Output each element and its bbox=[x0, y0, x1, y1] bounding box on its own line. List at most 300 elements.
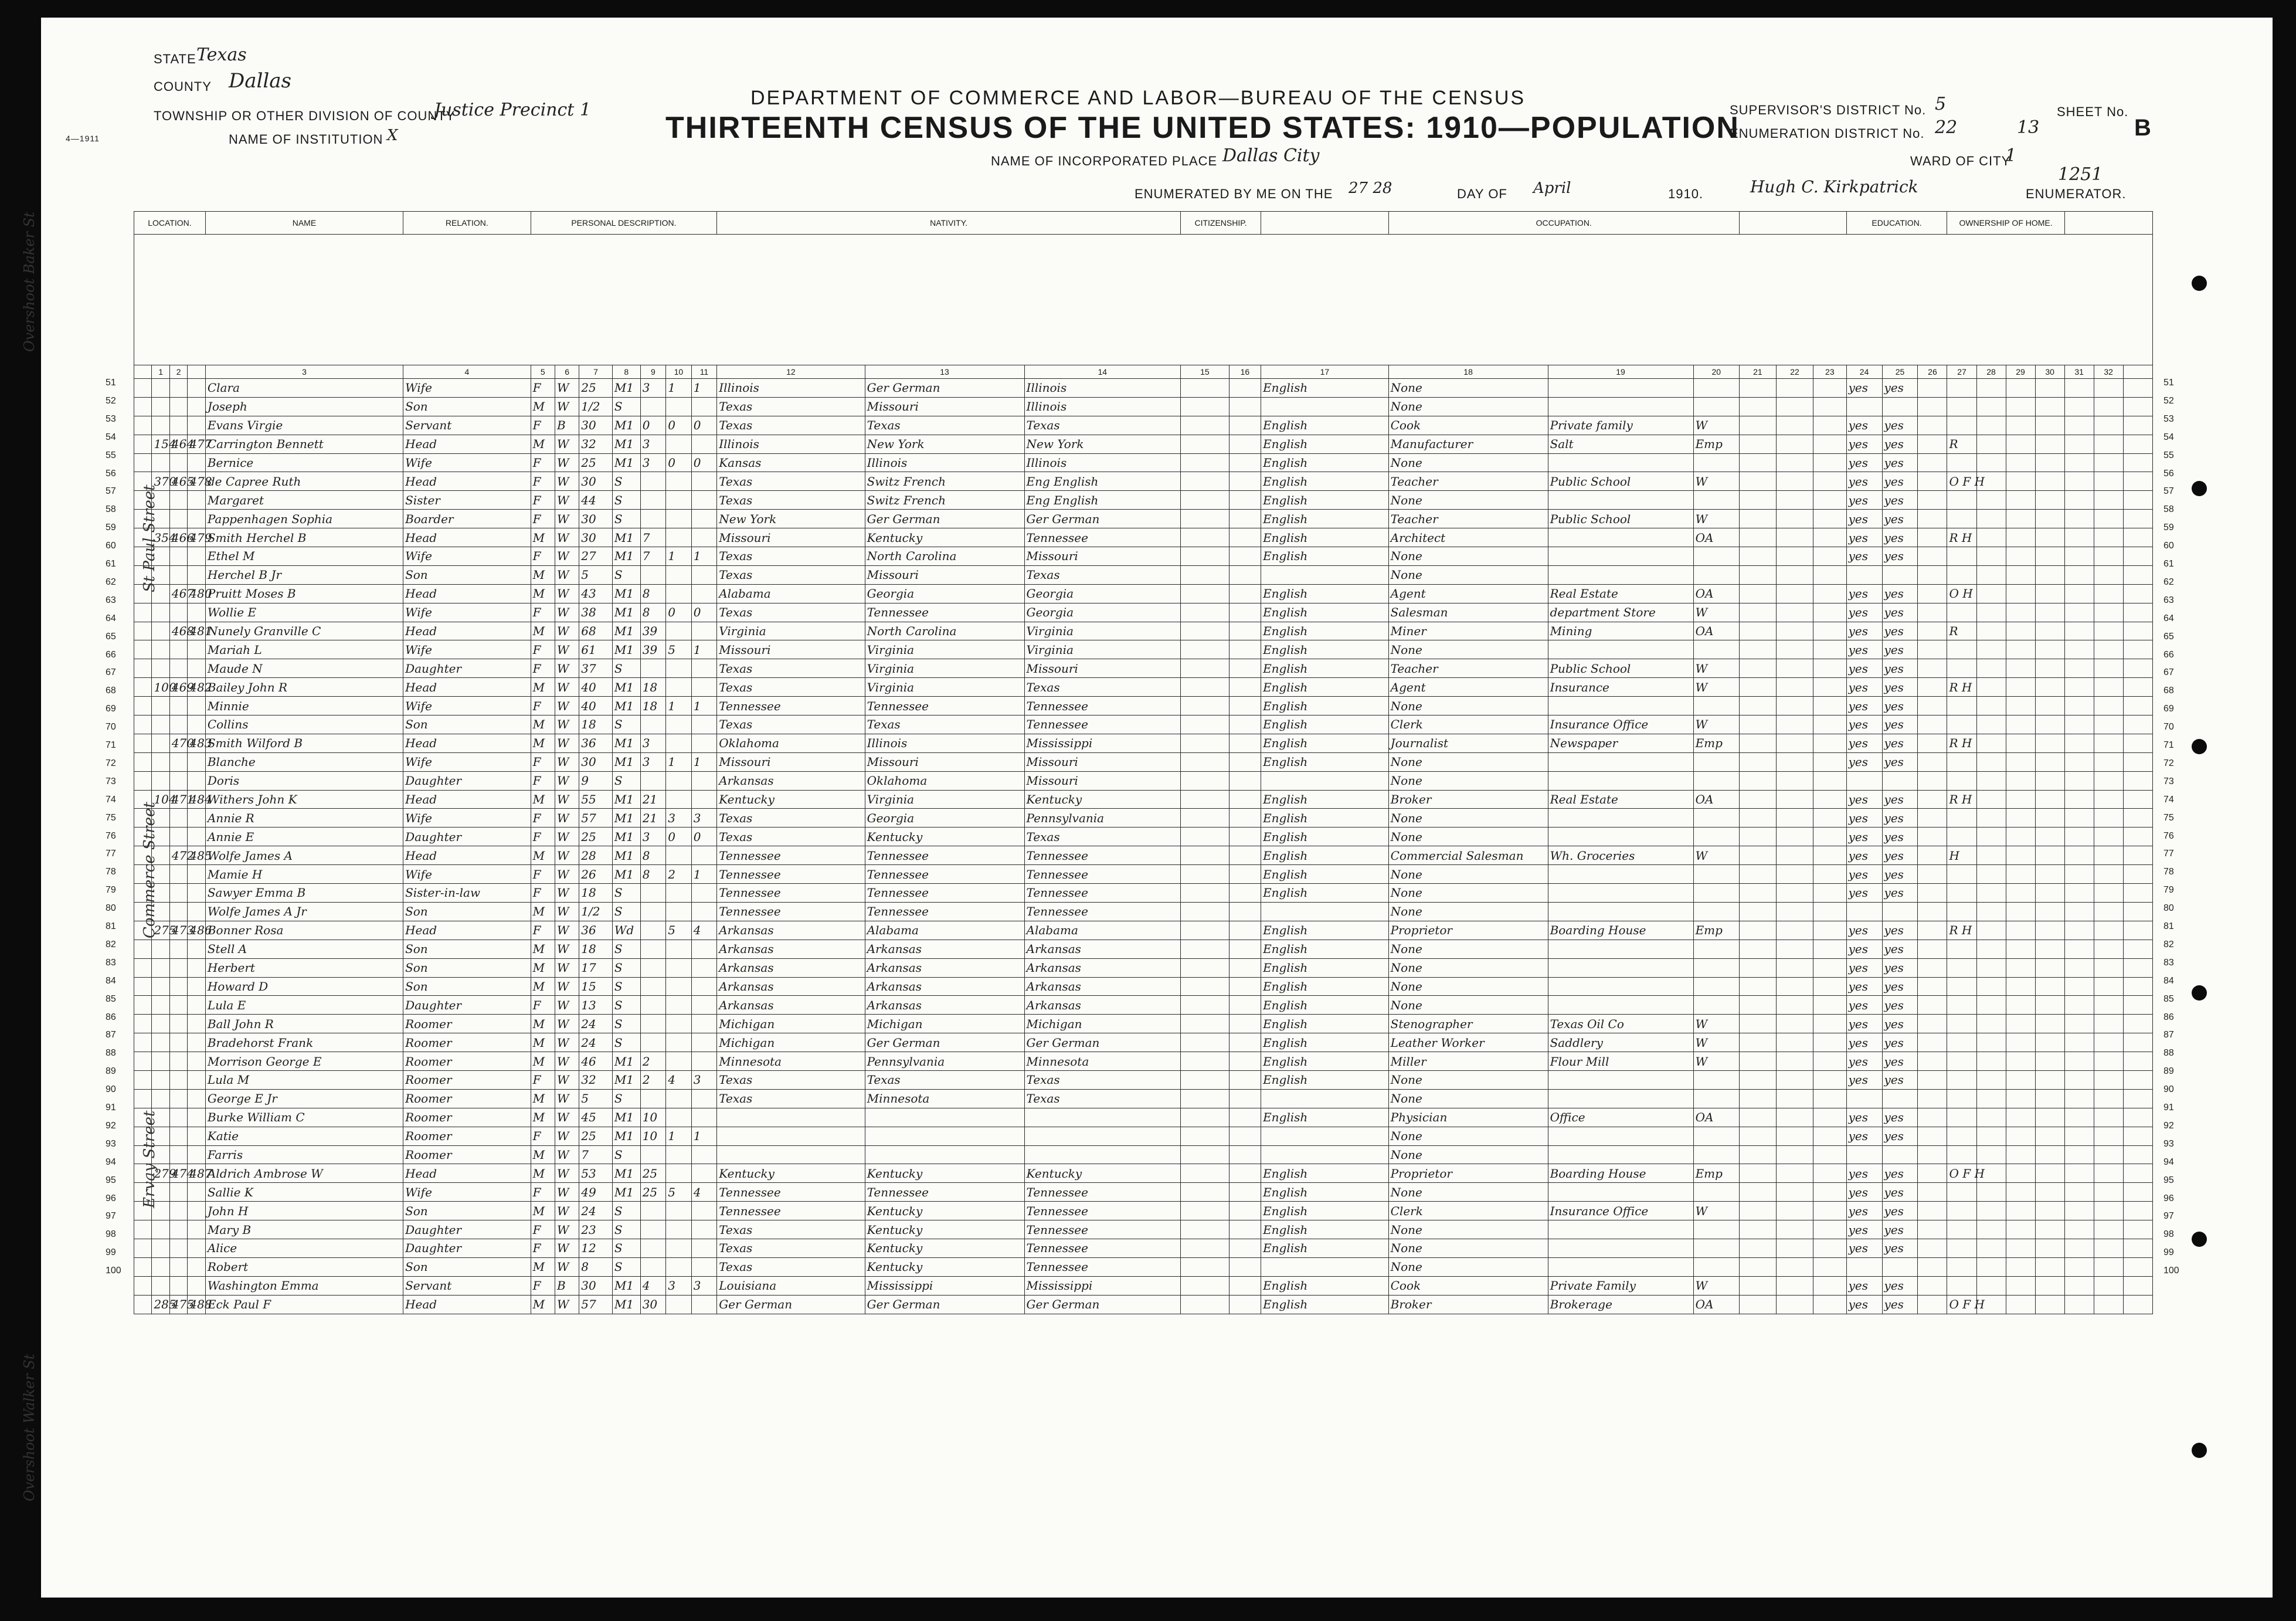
cell-write: yes bbox=[1882, 1164, 1918, 1183]
cell-fbp: Tennessee bbox=[865, 697, 1024, 715]
cell-empty bbox=[1739, 1220, 1776, 1239]
cell-empty bbox=[134, 1015, 152, 1033]
cell-empty bbox=[2006, 379, 2035, 398]
cell-own bbox=[1947, 865, 1976, 884]
cell-fam: 486 bbox=[188, 921, 206, 940]
cell-rel: Roomer bbox=[403, 1015, 531, 1033]
cell-mbp: Missouri bbox=[1024, 547, 1181, 566]
cell-age: 45 bbox=[579, 1108, 613, 1127]
cell-age: 5 bbox=[579, 1089, 613, 1108]
table-row bbox=[134, 1015, 2153, 1033]
cell-empty bbox=[2123, 828, 2152, 846]
cell-rel: Daughter bbox=[403, 828, 531, 846]
cell-empty bbox=[2035, 977, 2064, 996]
cell-living bbox=[691, 977, 717, 996]
cell-empty bbox=[1181, 828, 1229, 846]
cell-empty bbox=[2064, 921, 2094, 940]
cell-empty bbox=[134, 379, 152, 398]
cell-bp: Missouri bbox=[717, 640, 865, 659]
line-number: 78 bbox=[2163, 867, 2174, 877]
cell-own bbox=[1947, 1127, 1976, 1145]
table-row bbox=[134, 565, 2153, 584]
cell-empty bbox=[2064, 1015, 2094, 1033]
cell-name: Stell A bbox=[205, 940, 403, 958]
cell-empty bbox=[2035, 790, 2064, 809]
cell-born: 4 bbox=[666, 1070, 692, 1089]
cell-fbp: Georgia bbox=[865, 584, 1024, 603]
cell-empty bbox=[2035, 678, 2064, 697]
cell-lang: English bbox=[1261, 752, 1389, 771]
cell-empty bbox=[2094, 1089, 2123, 1108]
cell-own bbox=[1947, 397, 1976, 416]
column-number: 27 bbox=[1947, 365, 1976, 379]
cell-sex: F bbox=[531, 603, 555, 622]
cell-race: B bbox=[555, 416, 579, 435]
cell-empty bbox=[1229, 528, 1261, 547]
line-number: 66 bbox=[106, 649, 116, 660]
line-number: 89 bbox=[2163, 1066, 2174, 1077]
table-row bbox=[134, 1108, 2153, 1127]
cell-name: Sawyer Emma B bbox=[205, 884, 403, 903]
cell-write: yes bbox=[1882, 622, 1918, 640]
cell-name: Pappenhagen Sophia bbox=[205, 510, 403, 528]
cell-empty bbox=[1776, 921, 1813, 940]
cell-bp bbox=[717, 1108, 865, 1127]
cell-fbp: Ger German bbox=[865, 1033, 1024, 1052]
cell-empty bbox=[1739, 697, 1776, 715]
cell-name: Joseph bbox=[205, 397, 403, 416]
cell-occ: None bbox=[1388, 491, 1548, 510]
cell-race: W bbox=[555, 1089, 579, 1108]
cell-empty bbox=[1181, 1239, 1229, 1257]
cell-living: 1 bbox=[691, 379, 717, 398]
cell-name: Nunely Granville C bbox=[205, 622, 403, 640]
cell-empty bbox=[134, 622, 152, 640]
line-number: 63 bbox=[2163, 595, 2174, 605]
cell-name: Bradehorst Frank bbox=[205, 1033, 403, 1052]
institution-value: X bbox=[387, 127, 398, 144]
cell-empty bbox=[1776, 678, 1813, 697]
cell-street bbox=[152, 1220, 169, 1239]
cell-empty bbox=[2035, 491, 2064, 510]
cell-lang bbox=[1261, 1257, 1389, 1276]
cell-fbp: Georgia bbox=[865, 809, 1024, 828]
cell-rel: Boarder bbox=[403, 510, 531, 528]
cell-born bbox=[666, 1202, 692, 1220]
cell-mbp: Minnesota bbox=[1024, 1052, 1181, 1071]
cell-fam bbox=[188, 752, 206, 771]
cell-rel: Head bbox=[403, 472, 531, 491]
cell-write bbox=[1882, 397, 1918, 416]
cell-empty bbox=[1229, 1276, 1261, 1295]
cell-name: Smith Wilford B bbox=[205, 734, 403, 752]
cell-dwell bbox=[169, 697, 187, 715]
cell-lang: English bbox=[1261, 1033, 1389, 1052]
cell-read: yes bbox=[1846, 1183, 1882, 1202]
cell-empty bbox=[1813, 752, 1847, 771]
cell-own: O F H bbox=[1947, 1295, 1976, 1314]
cell-ms: M1 bbox=[612, 697, 640, 715]
left-note-2: Overshoot Walker St bbox=[21, 1354, 38, 1501]
cell-race: W bbox=[555, 678, 579, 697]
cell-emp bbox=[1693, 453, 1739, 472]
cell-empty bbox=[1813, 1015, 1847, 1033]
cell-ms: M1 bbox=[612, 528, 640, 547]
cell-empty bbox=[2035, 453, 2064, 472]
cell-age: 24 bbox=[579, 1033, 613, 1052]
cell-empty bbox=[1776, 528, 1813, 547]
cell-write: yes bbox=[1882, 1052, 1918, 1071]
cell-ms: M1 bbox=[612, 584, 640, 603]
line-number: 61 bbox=[2163, 559, 2174, 569]
cell-read: yes bbox=[1846, 809, 1882, 828]
column-number bbox=[134, 365, 152, 379]
cell-dwell: 473 bbox=[169, 921, 187, 940]
cell-empty bbox=[1181, 1070, 1229, 1089]
cell-empty bbox=[1813, 1202, 1847, 1220]
cell-empty bbox=[2064, 1276, 2094, 1295]
line-number: 71 bbox=[106, 740, 116, 750]
cell-empty bbox=[2064, 996, 2094, 1015]
table-row bbox=[134, 1052, 2153, 1071]
cell-empty bbox=[2064, 1239, 2094, 1257]
cell-ind: Real Estate bbox=[1548, 584, 1693, 603]
cell-fbp: Switz French bbox=[865, 472, 1024, 491]
binder-hole bbox=[2192, 1232, 2207, 1247]
cell-bp: Texas bbox=[717, 547, 865, 566]
cell-empty bbox=[134, 1295, 152, 1314]
cell-fam bbox=[188, 397, 206, 416]
cell-empty bbox=[1739, 1239, 1776, 1257]
cell-name: Pruitt Moses B bbox=[205, 584, 403, 603]
column-number: 1 bbox=[152, 365, 169, 379]
enumerator-name: Hugh C. Kirkpatrick bbox=[1750, 177, 1918, 196]
column-number: 23 bbox=[1813, 365, 1847, 379]
column-number: 2 bbox=[169, 365, 187, 379]
cell-bp: Texas bbox=[717, 1257, 865, 1276]
cell-empty bbox=[2123, 472, 2152, 491]
cell-mbp: Tennessee bbox=[1024, 884, 1181, 903]
line-number: 69 bbox=[2163, 704, 2174, 714]
cell-own bbox=[1947, 547, 1976, 566]
cell-born: 1 bbox=[666, 752, 692, 771]
cell-sex: M bbox=[531, 584, 555, 603]
cell-bp: Arkansas bbox=[717, 996, 865, 1015]
cell-empty bbox=[2064, 1089, 2094, 1108]
table-row bbox=[134, 921, 2153, 940]
cell-sex: F bbox=[531, 1070, 555, 1089]
cell-occ: None bbox=[1388, 1183, 1548, 1202]
cell-empty bbox=[1739, 1108, 1776, 1127]
cell-empty bbox=[1229, 809, 1261, 828]
cell-empty bbox=[1739, 640, 1776, 659]
cell-empty bbox=[1813, 828, 1847, 846]
cell-lang: English bbox=[1261, 1070, 1389, 1089]
cell-empty bbox=[2064, 1220, 2094, 1239]
cell-ind: Real Estate bbox=[1548, 790, 1693, 809]
cell-occ: Cook bbox=[1388, 1276, 1548, 1295]
cell-empty bbox=[1918, 921, 1947, 940]
cell-read: yes bbox=[1846, 678, 1882, 697]
line-number: 99 bbox=[106, 1247, 116, 1258]
cell-empty bbox=[1918, 734, 1947, 752]
cell-empty bbox=[134, 1089, 152, 1108]
cell-empty bbox=[1181, 884, 1229, 903]
cell-emp bbox=[1693, 828, 1739, 846]
cell-bp: Arkansas bbox=[717, 958, 865, 977]
cell-empty bbox=[1229, 977, 1261, 996]
cell-ms: M1 bbox=[612, 1164, 640, 1183]
cell-empty bbox=[1776, 846, 1813, 865]
cell-empty bbox=[1739, 1276, 1776, 1295]
binder-hole bbox=[2192, 481, 2207, 496]
cell-empty bbox=[134, 678, 152, 697]
cell-name: Annie R bbox=[205, 809, 403, 828]
cell-read: yes bbox=[1846, 884, 1882, 903]
cell-yrs: 18 bbox=[640, 697, 666, 715]
cell-lang: English bbox=[1261, 828, 1389, 846]
cell-empty bbox=[2035, 1164, 2064, 1183]
column-number: 24 bbox=[1846, 365, 1882, 379]
cell-dwell bbox=[169, 1108, 187, 1127]
cell-age: 57 bbox=[579, 809, 613, 828]
cell-age: 25 bbox=[579, 1127, 613, 1145]
cell-empty bbox=[1976, 734, 2006, 752]
cell-empty bbox=[2123, 1108, 2152, 1127]
cell-empty bbox=[1181, 547, 1229, 566]
cell-empty bbox=[2035, 1070, 2064, 1089]
cell-write: yes bbox=[1882, 547, 1918, 566]
cell-race: W bbox=[555, 1127, 579, 1145]
cell-occ: Teacher bbox=[1388, 659, 1548, 678]
table-row bbox=[134, 1276, 2153, 1295]
line-number: 75 bbox=[2163, 812, 2174, 823]
cell-empty bbox=[2123, 640, 2152, 659]
cell-fbp: Virginia bbox=[865, 659, 1024, 678]
cell-yrs: 7 bbox=[640, 528, 666, 547]
cell-street bbox=[152, 1033, 169, 1052]
cell-empty bbox=[1181, 472, 1229, 491]
cell-dwell: 464 bbox=[169, 435, 187, 453]
cell-born: 3 bbox=[666, 809, 692, 828]
cell-empty bbox=[1181, 1220, 1229, 1239]
cell-empty bbox=[2006, 1220, 2035, 1239]
cell-empty bbox=[1181, 771, 1229, 790]
cell-emp: W bbox=[1693, 1015, 1739, 1033]
cell-occ: None bbox=[1388, 902, 1548, 921]
table-row bbox=[134, 790, 2153, 809]
cell-living bbox=[691, 622, 717, 640]
sheet-value: 13 bbox=[2017, 117, 2040, 138]
enumerated-label: ENUMERATED BY ME ON THE bbox=[1135, 186, 1333, 201]
cell-occ: None bbox=[1388, 697, 1548, 715]
cell-living bbox=[691, 1033, 717, 1052]
cell-dwell bbox=[169, 884, 187, 903]
cell-empty bbox=[2006, 1127, 2035, 1145]
cell-fam bbox=[188, 1108, 206, 1127]
cell-empty bbox=[2064, 565, 2094, 584]
column-number: 26 bbox=[1918, 365, 1947, 379]
cell-emp: W bbox=[1693, 510, 1739, 528]
cell-born: 1 bbox=[666, 697, 692, 715]
cell-name: Lula M bbox=[205, 1070, 403, 1089]
cell-empty bbox=[1976, 1202, 2006, 1220]
cell-empty bbox=[2035, 397, 2064, 416]
cell-empty bbox=[2123, 790, 2152, 809]
cell-fbp: Arkansas bbox=[865, 996, 1024, 1015]
cell-empty bbox=[2006, 921, 2035, 940]
table-row bbox=[134, 752, 2153, 771]
cell-yrs bbox=[640, 1089, 666, 1108]
cell-empty bbox=[1229, 659, 1261, 678]
cell-age: 24 bbox=[579, 1015, 613, 1033]
cell-empty bbox=[134, 996, 152, 1015]
township-value: Justice Precinct 1 bbox=[434, 100, 591, 120]
cell-ind: Office bbox=[1548, 1108, 1693, 1127]
cell-ind bbox=[1548, 1183, 1693, 1202]
cell-name: Wolfe James A bbox=[205, 846, 403, 865]
line-number: 76 bbox=[2163, 830, 2174, 841]
line-number: 51 bbox=[106, 378, 116, 388]
cell-emp bbox=[1693, 884, 1739, 903]
cell-occ: None bbox=[1388, 996, 1548, 1015]
cell-bp: Oklahoma bbox=[717, 734, 865, 752]
cell-born bbox=[666, 846, 692, 865]
cell-read: yes bbox=[1846, 1033, 1882, 1052]
cell-empty bbox=[2006, 790, 2035, 809]
cell-dwell bbox=[169, 416, 187, 435]
cell-yrs bbox=[640, 715, 666, 734]
cell-rel: Wife bbox=[403, 453, 531, 472]
line-number: 98 bbox=[106, 1229, 116, 1240]
cell-street bbox=[152, 1276, 169, 1295]
cell-emp bbox=[1693, 996, 1739, 1015]
cell-empty bbox=[2064, 715, 2094, 734]
line-number: 54 bbox=[106, 432, 116, 442]
cell-rel: Servant bbox=[403, 416, 531, 435]
col-misc bbox=[2064, 212, 2152, 235]
cell-empty bbox=[134, 977, 152, 996]
cell-write: yes bbox=[1882, 659, 1918, 678]
cell-own bbox=[1947, 1183, 1976, 1202]
cell-rel: Head bbox=[403, 584, 531, 603]
cell-empty bbox=[1739, 1052, 1776, 1071]
cell-write: yes bbox=[1882, 977, 1918, 996]
cell-rel: Roomer bbox=[403, 1127, 531, 1145]
line-number: 86 bbox=[106, 1012, 116, 1022]
cell-name: Bernice bbox=[205, 453, 403, 472]
cell-empty bbox=[1776, 1052, 1813, 1071]
cell-ind: Public School bbox=[1548, 472, 1693, 491]
cell-ms: S bbox=[612, 491, 640, 510]
line-number: 64 bbox=[106, 613, 116, 623]
cell-fam bbox=[188, 902, 206, 921]
cell-living bbox=[691, 1202, 717, 1220]
cell-empty bbox=[2064, 809, 2094, 828]
cell-fam: 488 bbox=[188, 1295, 206, 1314]
cell-street bbox=[152, 996, 169, 1015]
cell-read: yes bbox=[1846, 379, 1882, 398]
cell-ms: S bbox=[612, 940, 640, 958]
cell-write bbox=[1882, 565, 1918, 584]
cell-yrs bbox=[640, 996, 666, 1015]
cell-emp: W bbox=[1693, 715, 1739, 734]
cell-sex: F bbox=[531, 1127, 555, 1145]
cell-name: Wolfe James A Jr bbox=[205, 902, 403, 921]
cell-empty bbox=[2035, 1257, 2064, 1276]
cell-yrs bbox=[640, 1220, 666, 1239]
cell-yrs: 3 bbox=[640, 752, 666, 771]
cell-lang: English bbox=[1261, 379, 1389, 398]
cell-rel: Son bbox=[403, 715, 531, 734]
cell-fbp: Kentucky bbox=[865, 528, 1024, 547]
cell-fbp: New York bbox=[865, 435, 1024, 453]
cell-empty bbox=[2006, 472, 2035, 491]
table-row bbox=[134, 435, 2153, 453]
cell-occ: None bbox=[1388, 1257, 1548, 1276]
cell-living bbox=[691, 846, 717, 865]
cell-empty bbox=[1776, 1220, 1813, 1239]
cell-fbp: North Carolina bbox=[865, 622, 1024, 640]
cell-sex: F bbox=[531, 697, 555, 715]
cell-ms: S bbox=[612, 1257, 640, 1276]
cell-rel: Head bbox=[403, 734, 531, 752]
cell-empty bbox=[1813, 565, 1847, 584]
street-note-3: Ervay Street bbox=[141, 1110, 158, 1208]
cell-occ: None bbox=[1388, 958, 1548, 977]
cell-empty bbox=[2006, 1276, 2035, 1295]
cell-street bbox=[152, 640, 169, 659]
cell-race: W bbox=[555, 1164, 579, 1183]
cell-empty bbox=[1229, 510, 1261, 528]
cell-empty bbox=[2064, 1202, 2094, 1220]
line-number: 62 bbox=[2163, 576, 2174, 587]
cell-empty bbox=[1229, 453, 1261, 472]
cell-empty bbox=[134, 1033, 152, 1052]
cell-empty bbox=[134, 397, 152, 416]
cell-lang bbox=[1261, 397, 1389, 416]
cell-empty bbox=[2006, 397, 2035, 416]
cell-yrs: 18 bbox=[640, 678, 666, 697]
cell-empty bbox=[2094, 828, 2123, 846]
line-number: 66 bbox=[2163, 649, 2174, 660]
cell-empty bbox=[1813, 1239, 1847, 1257]
cell-race: W bbox=[555, 940, 579, 958]
cell-race: B bbox=[555, 1276, 579, 1295]
cell-dwell bbox=[169, 1202, 187, 1220]
cell-dwell bbox=[169, 1183, 187, 1202]
cell-own bbox=[1947, 659, 1976, 678]
cell-bp: Tennessee bbox=[717, 1183, 865, 1202]
cell-empty bbox=[1776, 1015, 1813, 1033]
cell-born: 1 bbox=[666, 379, 692, 398]
cell-read: yes bbox=[1846, 1239, 1882, 1257]
cell-write: yes bbox=[1882, 603, 1918, 622]
cell-empty bbox=[2035, 547, 2064, 566]
cell-bp bbox=[717, 1127, 865, 1145]
cell-born: 5 bbox=[666, 640, 692, 659]
cell-fbp: Kentucky bbox=[865, 1202, 1024, 1220]
cell-lang: English bbox=[1261, 491, 1389, 510]
cell-read: yes bbox=[1846, 921, 1882, 940]
table-row bbox=[134, 1220, 2153, 1239]
cell-empty bbox=[1739, 416, 1776, 435]
cell-rel: Son bbox=[403, 397, 531, 416]
cell-mbp: Tennessee bbox=[1024, 1220, 1181, 1239]
cell-bp: Texas bbox=[717, 715, 865, 734]
cell-born bbox=[666, 435, 692, 453]
cell-empty bbox=[1181, 921, 1229, 940]
